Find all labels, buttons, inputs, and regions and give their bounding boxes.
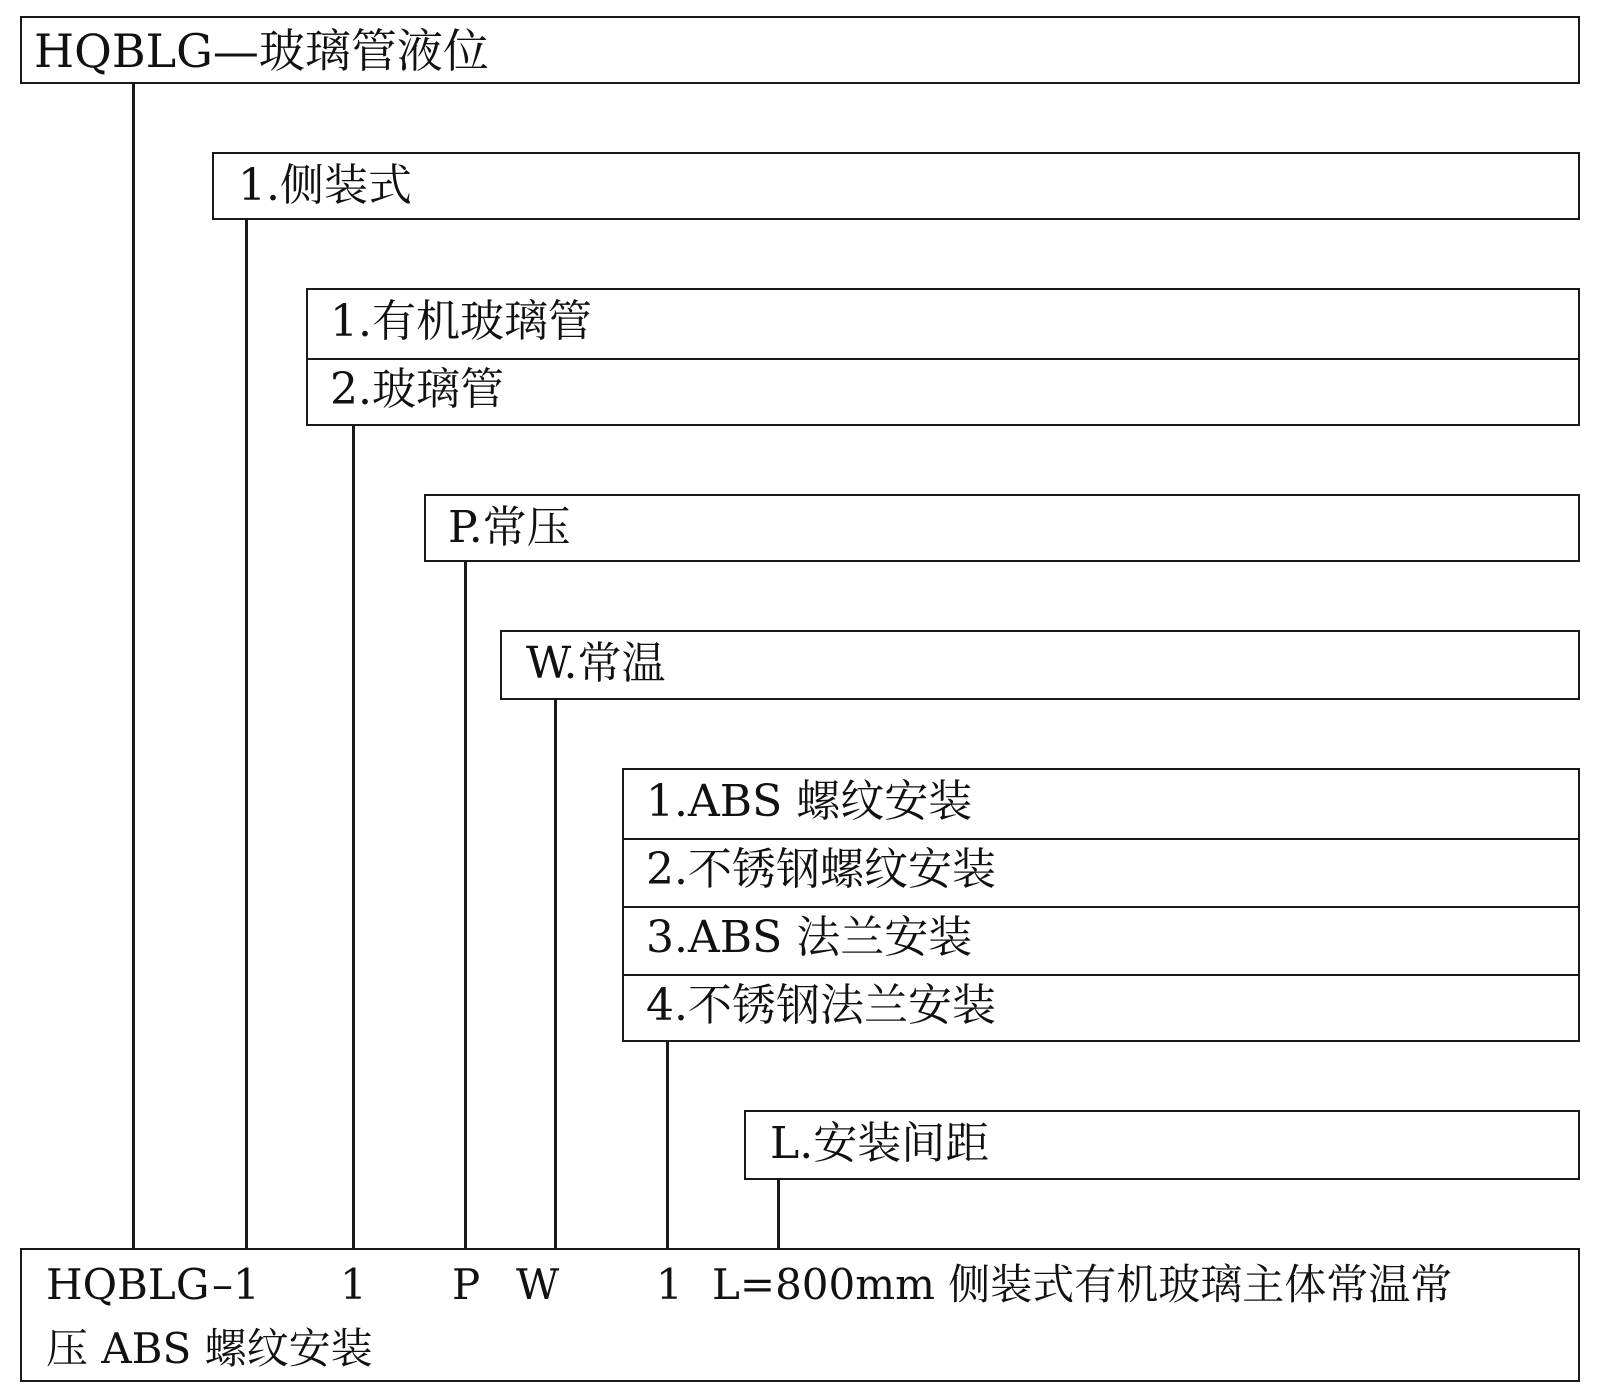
pressure-option-1: P.常压 [448, 502, 571, 553]
connector-pressure [464, 562, 467, 1248]
title-text: HQBLG—玻璃管液位 [34, 24, 489, 78]
installation-option-3: 3.ABS 法兰安装 [646, 912, 973, 963]
example-box [20, 1248, 1580, 1382]
example-code-pressure: P [452, 1260, 481, 1309]
connector-title [132, 84, 135, 1248]
installation-box [622, 768, 1580, 1042]
example-description-line2: 压 ABS 螺纹安装 [46, 1324, 373, 1373]
tube-material-box [306, 288, 1580, 426]
example-code-install: 1 [656, 1260, 683, 1309]
example-code-dash: –1 [212, 1260, 260, 1309]
temperature-option-1: W.常温 [526, 638, 666, 689]
mount-type-option-1: 1.侧装式 [238, 160, 412, 211]
example-code-prefix: HQBLG [46, 1260, 210, 1309]
temperature-box [500, 630, 1580, 700]
tube-material-option-2: 2.玻璃管 [330, 364, 504, 415]
mount-type-box [212, 152, 1580, 220]
spacing-box [744, 1110, 1580, 1180]
connector-installation [666, 1042, 669, 1248]
spacing-option-1: L.安装间距 [770, 1118, 990, 1169]
example-code-temp: W [516, 1260, 560, 1309]
connector-tube-material [352, 426, 355, 1248]
connector-spacing [777, 1180, 780, 1248]
title-box [20, 16, 1580, 84]
example-description-line1: L=800mm 侧装式有机玻璃主体常温常 [712, 1260, 1453, 1309]
tube-material-option-1: 1.有机玻璃管 [330, 296, 592, 347]
installation-option-2: 2.不锈钢螺纹安装 [646, 844, 996, 895]
installation-option-1: 1.ABS 螺纹安装 [646, 776, 973, 827]
pressure-box [424, 494, 1580, 562]
example-code-mount: 1 [340, 1260, 367, 1309]
connector-temperature [554, 700, 557, 1248]
installation-option-4: 4.不锈钢法兰安装 [646, 980, 996, 1031]
connector-mount-type [245, 220, 248, 1248]
